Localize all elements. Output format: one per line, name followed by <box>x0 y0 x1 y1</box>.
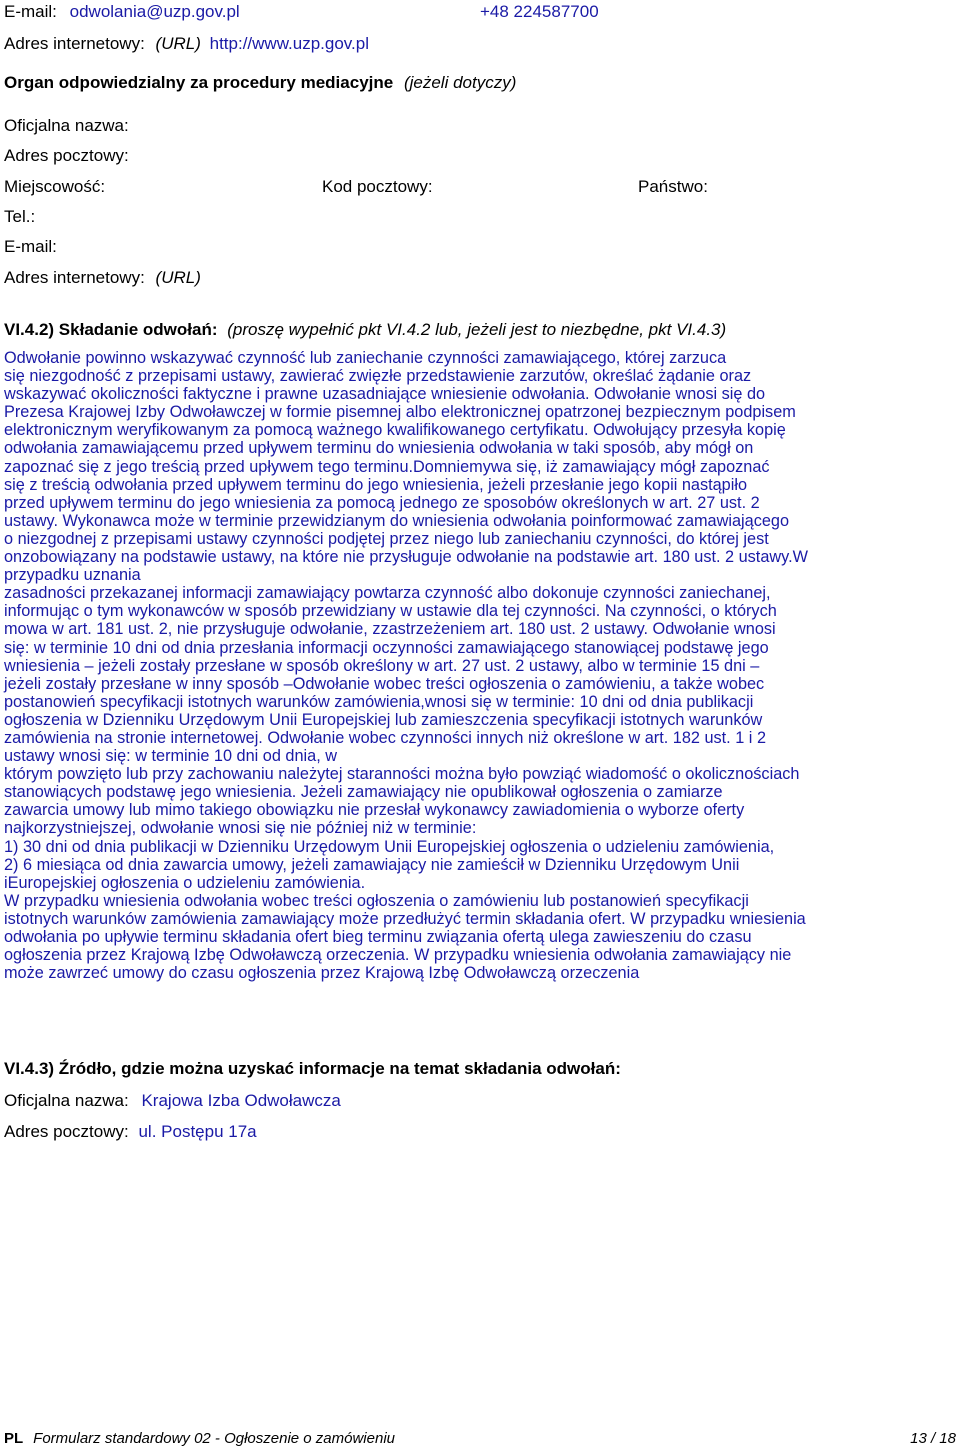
email-value[interactable]: odwolania@uzp.gov.pl <box>69 2 240 21</box>
footer-language: PL <box>4 1430 24 1447</box>
mediation-heading: Organ odpowiedzialny za procedury mediacyjne <box>4 73 394 92</box>
section-vi43-heading: VI.4.3) Źródło, gdzie można uzyskać informacje na temat składania odwołań: <box>4 1059 621 1078</box>
document-page <box>4 0 956 1450</box>
www-value[interactable]: http://www.uzp.gov.pl <box>209 34 369 53</box>
mediation-www-row <box>4 268 201 288</box>
appeal-procedure-text: Odwołanie powinno wskazywać czynność lub zaniechanie czynności zamawiającego, której zarzuca się niezgodność z przepisami ustawy, zawierać zwięzłe przedstawienie zarzutów, określać żądanie oraz wskazywać okoliczności faktyczne i prawne uzasadniające wniesienie odwołania. Odwołanie wnosi się do Prezesa Krajowej Izby Odwoławczej w formie pisemnej albo elektronicznej opatrzonej bezpiecznym podpisem elektronicznym weryfikowanym za pomocą ważnego kwalifikowanego certyfikatu. Odwołujący przesyła kopię odwołania zamawiającemu przed upływem terminu do wniesienia odwołania w taki sposób, aby mógł on zapoznać się z jego treścią przed upływem tego terminu.Domniemywa się, iż zamawiający mógł zapoznać się z treścią odwołania przed upływem terminu do jego wniesienia, jeżeli przesłanie jego kopii nastąpiło przed upływem terminu do jego wniesienia za pomocą jednego ze sposobów określonych w art. 27 ust. 2 ustawy. Wykonawca może w terminie przewidzianym do wniesienia odwołania poinformować zamawiającego o niezgodnej z przepisami ustawy czynności podjętej przez niego lub zaniechaniu czynności, do której jest onzobowiązany na podstawie ustawy, na które nie przysługuje odwołanie na podstawie art. 180 ust. 2 ustawy.W przypadku uznania zasadności przekazanej informacji zamawiający powtarza czynność albo dokonuje czynności zaniechanej, informując o tym wykonawców w sposób przewidziany w ustawie dla tej czynności. Na czynności, o których mowa w art. 181 ust. 2, nie przysługuje odwołanie, zzastrzeżeniem art. 180 ust. 2 ustawy. Odwołanie wnosi się: w terminie 10 dni od dnia przesłania informacji oczynności zamawiającego stanowiącej podstawę jego wniesienia – jeżeli zostały przesłane w sposób określony w art. 27 ust. 2 ustawy, albo w terminie 15 dni – jeżeli zostały przesłane w inny sposób –Odwołanie wobec treści ogłoszenia o zamówieniu, a także wobec postanowień specyfikacji istotnych warunków zamówienia,wnosi się w terminie: 10 dni od dnia publikacji ogłoszenia w Dzienniku Urzędowym Unii Europejskiej lub zamieszczenia specyfikacji istotnych warunków zamówienia na stronie internetowej. Odwołanie wobec czynności innych niż określone w art. 182 ust. 1 i 2 ustawy wnosi się: w terminie 10 dni od dnia, w którym powzięto lub przy zachowaniu należytej staranności można było powziąć wiadomość o okolicznościach stanowiących podstawę jego wniesienia. Jeżeli zamawiający nie opublikował ogłoszenia o zamiarze zawarcia umowy lub mimo takiego obowiązku nie przesłał wykonawcy zawiadomienia o wyborze oferty najkorzystniejszej, odwołanie wnosi się nie później niż w terminie: 1) 30 dni od dnia publikacji w Dzienniku Urzędowym Unii Europejskiej ogłoszenia o udzieleniu zamówienia, 2) 6 miesiąca od dnia zawarcia umowy, jeżeli zamawiający nie zamieścił w Dzienniku Urzędowym Unii iEuropejskiej ogłoszenia o udzieleniu zamówienia. W przypadku wniesienia odwołania wobec treści ogłoszenia o zamówieniu lub postanowień specyfikacji istotnych warunków zamówienia zamawiający może przedłużyć termin składania ofert. W przypadku wniesienia odwołania po upływie terminu składania ofert bieg terminu związania ofertą ulega zawieszeniu do czasu ogłoszenia przez Krajową Izbę Odwoławczą orzeczenia. W przypadku wniesienia odwołania zamawiający nie może zawrzeć umowy do czasu ogłoszenia przez Krajową Izbę Odwoławczą orzeczenia <box>4 349 808 983</box>
mediation-postcode-label: Kod pocztowy: <box>322 177 433 196</box>
contact-www-row <box>4 34 369 54</box>
mediation-www-url-tag: (URL) <box>155 268 201 287</box>
mediation-postal-address-label: Adres pocztowy: <box>4 146 129 165</box>
phone-value: +48 224587700 <box>480 2 599 21</box>
section-vi42-heading-row <box>4 320 726 340</box>
mediation-official-name-label: Oficjalna nazwa: <box>4 116 129 135</box>
section-vi42-heading-note: (proszę wypełnić pkt VI.4.2 lub, jeżeli jest to niezbędne, pkt VI.4.3) <box>227 320 727 339</box>
vi43-official-name-label: Oficjalna nazwa: <box>4 1091 129 1110</box>
mediation-tel-label: Tel.: <box>4 207 36 226</box>
vi43-postal-address-value: ul. Postępu 17a <box>138 1122 257 1141</box>
vi43-official-name-value: Krajowa Izba Odwoławcza <box>141 1091 341 1110</box>
page-footer <box>4 1430 956 1448</box>
footer-form-title: Formularz standardowy 02 - Ogłoszenie o zamówieniu <box>33 1430 396 1447</box>
vi43-official-name-row <box>4 1091 341 1111</box>
vi43-postal-address-row <box>4 1122 257 1142</box>
footer-page-number: 13 / 18 <box>910 1430 956 1447</box>
mediation-heading-row <box>4 73 516 93</box>
mediation-www-label: Adres internetowy: <box>4 268 145 287</box>
email-label: E-mail: <box>4 2 57 21</box>
www-label: Adres internetowy: <box>4 34 145 53</box>
section-vi42-heading: VI.4.2) Składanie odwołań: <box>4 320 218 339</box>
mediation-heading-note: (jeżeli dotyczy) <box>403 73 517 92</box>
contact-email-row <box>4 2 240 22</box>
mediation-country-label: Państwo: <box>638 177 708 196</box>
www-url-tag: (URL) <box>155 34 201 53</box>
mediation-city-label: Miejscowość: <box>4 177 106 196</box>
mediation-email-label: E-mail: <box>4 237 57 256</box>
vi43-postal-address-label: Adres pocztowy: <box>4 1122 129 1141</box>
